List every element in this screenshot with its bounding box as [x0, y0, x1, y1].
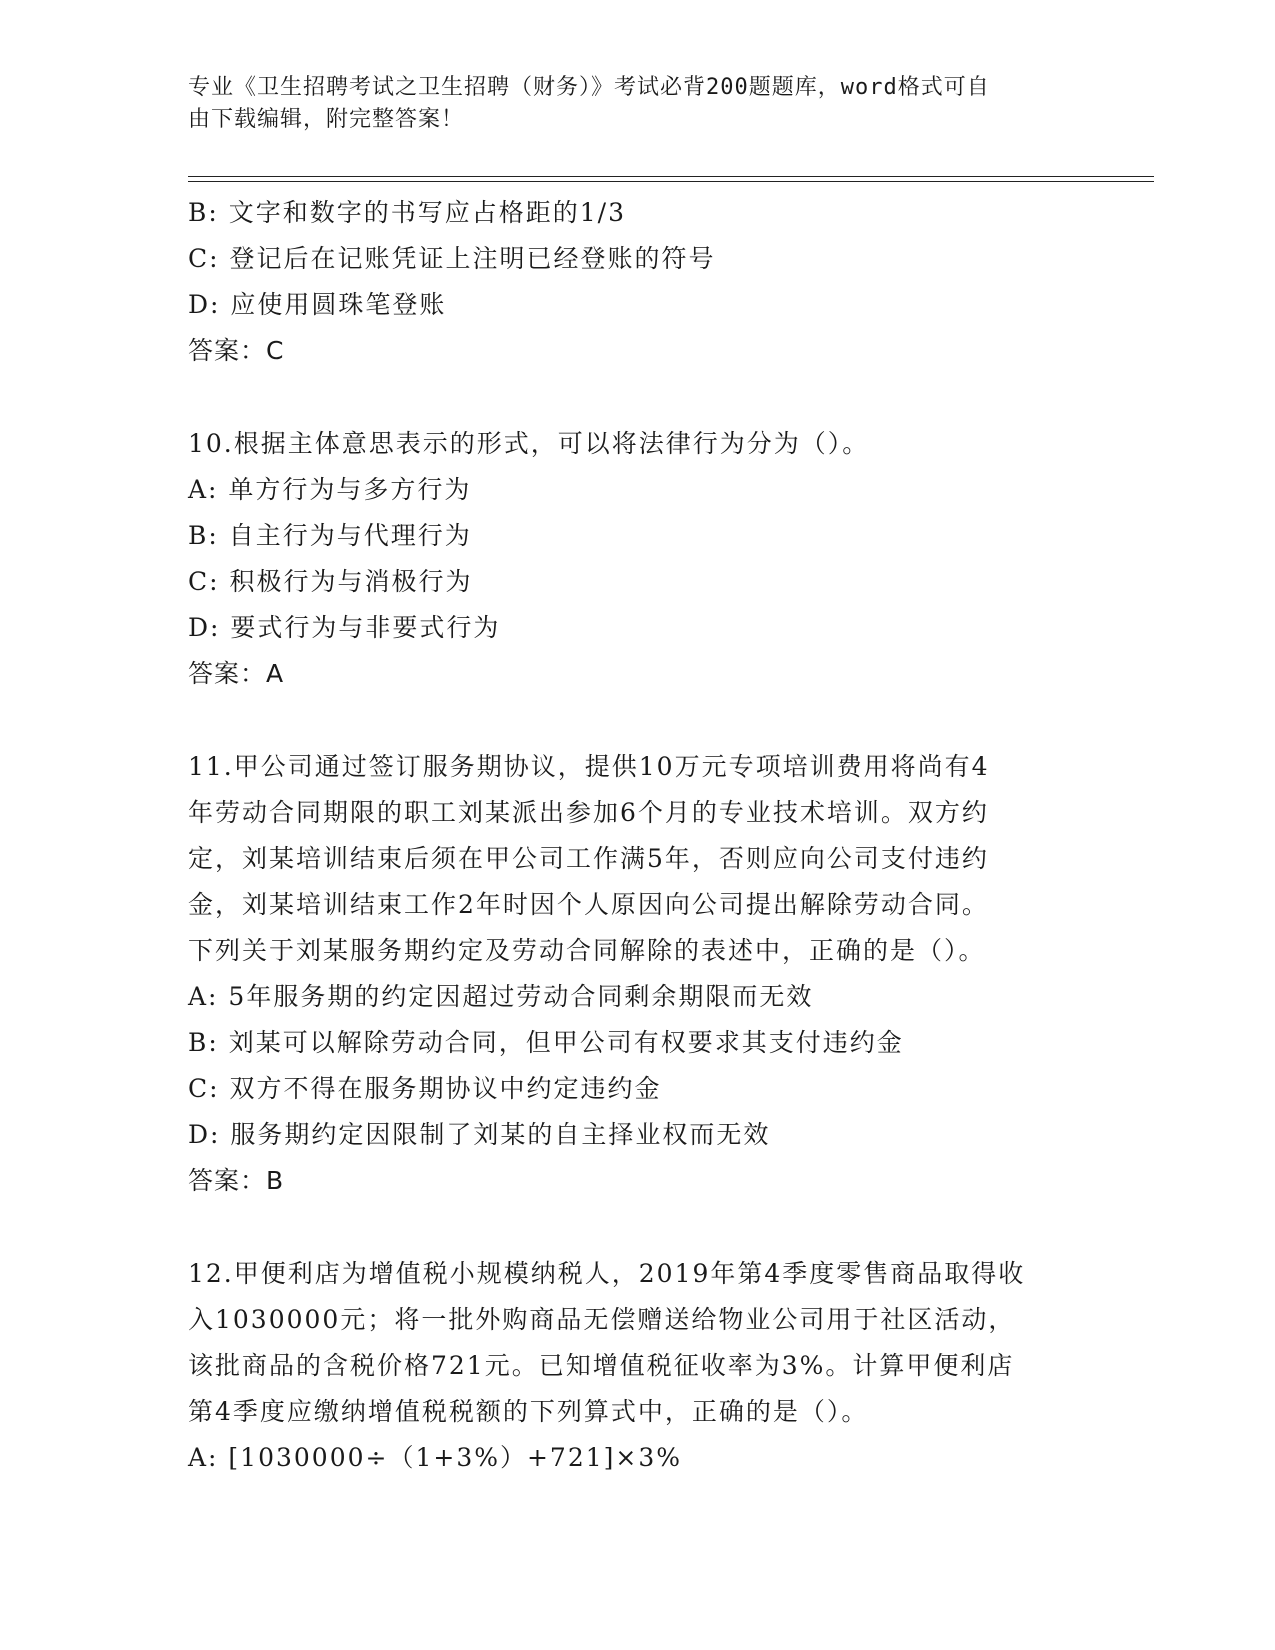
q10-option-a: A: 单方行为与多方行为	[188, 475, 472, 504]
header-rule-bottom	[188, 181, 1154, 182]
question-content	[188, 190, 1088, 1481]
q12-stem-line-3: 该批商品的含税价格721元。已知增值税征收率为3%。计算甲便利店	[188, 1351, 1015, 1380]
q9-option-b: B: 文字和数字的书写应占格距的1/3	[188, 198, 626, 227]
q11-option-c: C: 双方不得在服务期协议中约定违约金	[188, 1074, 662, 1103]
header-line-1: 专业《卫生招聘考试之卫生招聘（财务）》考试必背200题题库，word格式可自	[188, 75, 990, 100]
q9-answer: 答案：C	[188, 336, 285, 365]
q9-option-d: D: 应使用圆珠笔登账	[188, 290, 447, 319]
q11-option-d: D: 服务期约定因限制了刘某的自主择业权而无效	[188, 1120, 771, 1149]
q11-option-a: A: 5年服务期的约定因超过劳动合同剩余期限而无效	[188, 982, 814, 1011]
spacer	[188, 1204, 1088, 1251]
q11-stem-line-5: 下列关于刘某服务期约定及劳动合同解除的表述中，正确的是（）。	[188, 936, 986, 965]
q11-answer: 答案：B	[188, 1166, 285, 1195]
q12-option-a: A: [1030000÷（1+3%）+721]×3%	[188, 1443, 683, 1472]
header-line-2: 由下载编辑，附完整答案！	[188, 107, 465, 132]
q11-stem-line-4: 金，刘某培训结束工作2年时因个人原因向公司提出解除劳动合同。	[188, 890, 989, 919]
q11-stem-line-3: 定，刘某培训结束后须在甲公司工作满5年，否则应向公司支付违约	[188, 844, 989, 873]
q10-option-d: D: 要式行为与非要式行为	[188, 613, 501, 642]
q11-stem-line-2: 年劳动合同期限的职工刘某派出参加6个月的专业技术培训。双方约	[188, 798, 989, 827]
q12-stem-line-4: 第4季度应缴纳增值税税额的下列算式中，正确的是（）。	[188, 1397, 869, 1426]
q12-stem-line-2: 入1030000元；将一批外购商品无偿赠送给物业公司用于社区活动，	[188, 1305, 1016, 1334]
page-header	[188, 72, 1068, 136]
q11-stem-line-1: 11.甲公司通过签订服务期协议，提供10万元专项培训费用将尚有4	[188, 752, 990, 781]
header-rule-top	[188, 176, 1154, 177]
q10-option-c: C: 积极行为与消极行为	[188, 567, 473, 596]
spacer	[188, 697, 1088, 744]
q12-stem-line-1: 12.甲便利店为增值税小规模纳税人，2019年第4季度零售商品取得收	[188, 1259, 1026, 1288]
q10-answer: 答案：A	[188, 659, 285, 688]
spacer	[188, 374, 1088, 421]
q11-option-b: B: 刘某可以解除劳动合同，但甲公司有权要求其支付违约金	[188, 1028, 904, 1057]
q9-option-c: C: 登记后在记账凭证上注明已经登账的符号	[188, 244, 716, 273]
q10-option-b: B: 自主行为与代理行为	[188, 521, 472, 550]
q10-stem: 10.根据主体意思表示的形式，可以将法律行为分为（）。	[188, 429, 870, 458]
